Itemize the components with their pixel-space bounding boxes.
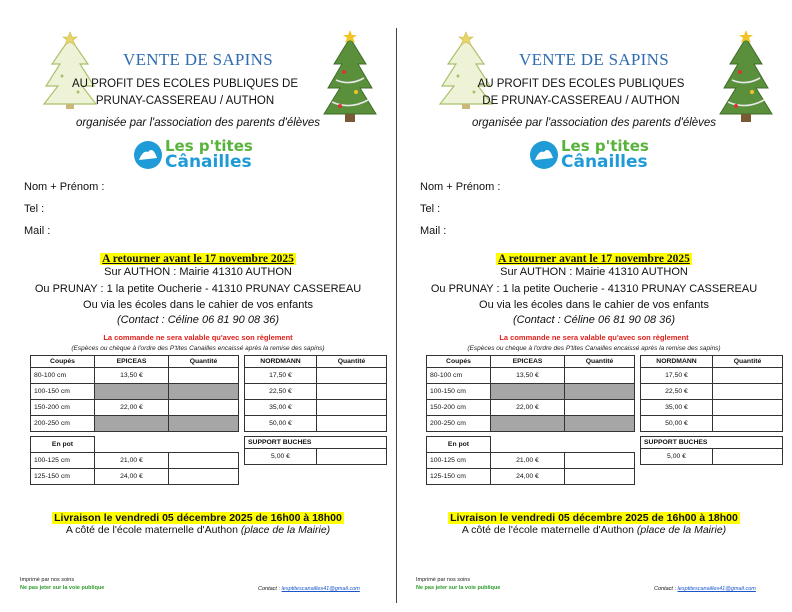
- delivery-info: Livraison le vendredi 05 décembre 2025 de 16h00 à 18h00: [450, 512, 738, 524]
- quantity-input[interactable]: [713, 416, 783, 432]
- logo-emblem-icon: [529, 138, 559, 172]
- pot-price-cell: 21,00 €: [491, 453, 565, 469]
- unavailable-cell: [95, 384, 169, 400]
- flyer-subtitle-2: PRUNAY-CASSEREAU / AUTHON: [95, 95, 275, 107]
- association-logo: [133, 138, 283, 178]
- header-cuts: Coupés: [31, 356, 95, 368]
- organizer-line: organisée par l'association des parents d'élèves: [75, 117, 321, 129]
- flyer-title: VENTE DE SAPINS: [519, 50, 669, 69]
- size-cell: 150-200 cm: [427, 400, 491, 416]
- flyer-subtitle-2: DE PRUNAY-CASSEREAU / AUTHON: [482, 95, 680, 107]
- quantity-input[interactable]: [565, 368, 635, 384]
- printed-notice: Imprimé par nos soins: [416, 577, 471, 583]
- quantity-input[interactable]: [713, 368, 783, 384]
- epicea-price-cell: 13,50 €: [95, 368, 169, 384]
- size-cell: 80-100 cm: [427, 368, 491, 384]
- nordmann-price-cell: 50,00 €: [245, 416, 317, 432]
- unavailable-cell: [565, 384, 635, 400]
- quantity-input[interactable]: [713, 384, 783, 400]
- email-link[interactable]: lesptitescanailles41@gmail.com: [677, 586, 756, 592]
- nordmann-price-cell: 17,50 €: [245, 368, 317, 384]
- header-epiceas: EPICEAS: [491, 356, 565, 368]
- printed-notice: Imprimé par nos soins: [20, 577, 75, 583]
- litter-notice: Ne pas jeter sur la voie publique: [20, 585, 105, 591]
- name-field-label: Nom + Prénom :: [420, 181, 501, 193]
- email-link[interactable]: lesptitescanailles41@gmail.com: [281, 586, 360, 592]
- litter-notice: Ne pas jeter sur la voie publique: [416, 585, 501, 591]
- unavailable-cell: [491, 416, 565, 432]
- quantity-input[interactable]: [169, 400, 239, 416]
- size-cell: 125-150 cm: [31, 469, 95, 485]
- nordmann-table: [244, 355, 387, 432]
- support-price-cell: 5,00 €: [245, 449, 317, 465]
- quantity-input[interactable]: [169, 469, 239, 485]
- logo-text-line1: Les p'tites: [165, 137, 253, 155]
- christmas-tree-icon: [716, 28, 776, 124]
- size-cell: 100-150 cm: [427, 384, 491, 400]
- name-field-label: Nom + Prénom :: [24, 181, 105, 193]
- quantity-input[interactable]: [317, 449, 387, 465]
- mail-field-label: Mail :: [24, 225, 51, 237]
- payment-warning: La commande ne sera valable qu'avec son règlement: [499, 333, 689, 342]
- support-table: [640, 436, 783, 465]
- tel-field-label: Tel :: [420, 203, 441, 215]
- header-support: SUPPORT BUCHES: [245, 437, 387, 449]
- size-cell: 100-125 cm: [427, 453, 491, 469]
- unavailable-cell: [95, 416, 169, 432]
- nordmann-price-cell: 22,50 €: [245, 384, 317, 400]
- pot-price-cell: 21,00 €: [95, 453, 169, 469]
- association-logo: [529, 138, 679, 178]
- logo-text-line1: Les p'tites: [561, 137, 649, 155]
- header-quantity: Quantité: [317, 356, 387, 368]
- address-authon: Sur AUTHON : Mairie 41310 AUTHON: [500, 266, 688, 278]
- delivery-info: Livraison le vendredi 05 décembre 2025 de 16h00 à 18h00: [54, 512, 342, 524]
- address-prunay: Ou PRUNAY : 1 la petite Oucherie - 41310 PRUNAY CASSEREAU: [34, 283, 362, 295]
- tel-field-label: Tel :: [24, 203, 45, 215]
- epicea-price-cell: 22,00 €: [95, 400, 169, 416]
- flyer-subtitle-1: AU PROFIT DES ECOLES PUBLIQUES DE: [71, 78, 298, 90]
- quantity-input[interactable]: [317, 416, 387, 432]
- support-table: [244, 436, 387, 465]
- pot-tree-table: [426, 436, 635, 485]
- nordmann-price-cell: 17,50 €: [641, 368, 713, 384]
- nordmann-price-cell: 50,00 €: [641, 416, 713, 432]
- quantity-input[interactable]: [169, 453, 239, 469]
- quantity-input[interactable]: [317, 384, 387, 400]
- nordmann-price-cell: 35,00 €: [641, 400, 713, 416]
- delivery-place: A côté de l'école maternelle d'Authon (place de la Mairie): [65, 524, 331, 536]
- order-form-right: [396, 0, 792, 612]
- christmas-tree-icon: [320, 28, 380, 124]
- header-quantity: Quantité: [169, 356, 239, 368]
- epicea-price-cell: 22,00 €: [491, 400, 565, 416]
- size-cell: 100-125 cm: [31, 453, 95, 469]
- quantity-input[interactable]: [713, 449, 783, 465]
- header-in-pot: En pot: [427, 437, 491, 453]
- cut-epicea-table: [30, 355, 239, 432]
- quantity-input[interactable]: [565, 400, 635, 416]
- quantity-input[interactable]: [317, 368, 387, 384]
- quantity-input[interactable]: [565, 453, 635, 469]
- footer-contact: Contact : lesptitescanailles41@gmail.com: [258, 586, 360, 592]
- flyer-title: VENTE DE SAPINS: [123, 50, 273, 69]
- quantity-input[interactable]: [169, 368, 239, 384]
- unavailable-cell: [169, 384, 239, 400]
- delivery-place: A côté de l'école maternelle d'Authon (place de la Mairie): [461, 524, 727, 536]
- header-quantity: Quantité: [565, 356, 635, 368]
- logo-text-line2: Cânailles: [561, 152, 648, 172]
- size-cell: 150-200 cm: [31, 400, 95, 416]
- flyer-subtitle-1: AU PROFIT DES ECOLES PUBLIQUES: [477, 78, 685, 90]
- pot-price-cell: 24,00 €: [491, 469, 565, 485]
- unavailable-cell: [169, 416, 239, 432]
- quantity-input[interactable]: [317, 400, 387, 416]
- size-cell: 200-250 cm: [31, 416, 95, 432]
- size-cell: 200-250 cm: [427, 416, 491, 432]
- address-schools: Ou via les écoles dans le cahier de vos enfants: [479, 299, 709, 311]
- address-prunay: Ou PRUNAY : 1 la petite Oucherie - 41310 PRUNAY CASSEREAU: [430, 283, 758, 295]
- header-support: SUPPORT BUCHES: [641, 437, 783, 449]
- size-cell: 125-150 cm: [427, 469, 491, 485]
- pot-tree-table: [30, 436, 239, 485]
- logo-emblem-icon: [133, 138, 163, 172]
- header-nordmann: NORDMANN: [245, 356, 317, 368]
- payment-note: (Espèces ou chèque à l'ordre des P'tites Canailles encaissé après la remise des sapins): [71, 345, 325, 352]
- size-cell: 100-150 cm: [31, 384, 95, 400]
- header-cuts: Coupés: [427, 356, 491, 368]
- unavailable-cell: [565, 416, 635, 432]
- pot-price-cell: 24,00 €: [95, 469, 169, 485]
- footer-contact: Contact : lesptitescanailles41@gmail.com: [654, 586, 756, 592]
- nordmann-price-cell: 22,50 €: [641, 384, 713, 400]
- header-in-pot: En pot: [31, 437, 95, 453]
- address-authon: Sur AUTHON : Mairie 41310 AUTHON: [104, 266, 292, 278]
- size-cell: 80-100 cm: [31, 368, 95, 384]
- quantity-input[interactable]: [565, 469, 635, 485]
- contact-info: (Contact : Céline 06 81 90 08 36): [512, 314, 676, 326]
- payment-note: (Espèces ou chèque à l'ordre des P'tites Canailles encaissé après la remise des sapins): [467, 345, 721, 352]
- contact-info: (Contact : Céline 06 81 90 08 36): [116, 314, 280, 326]
- payment-warning: La commande ne sera valable qu'avec son règlement: [103, 333, 293, 342]
- header-epiceas: EPICEAS: [95, 356, 169, 368]
- organizer-line: organisée par l'association des parents d'élèves: [471, 117, 717, 129]
- support-price-cell: 5,00 €: [641, 449, 713, 465]
- mail-field-label: Mail :: [420, 225, 447, 237]
- logo-text-line2: Cânailles: [165, 152, 252, 172]
- cut-epicea-table: [426, 355, 635, 432]
- unavailable-cell: [491, 384, 565, 400]
- epicea-price-cell: 13,50 €: [491, 368, 565, 384]
- nordmann-price-cell: 35,00 €: [245, 400, 317, 416]
- header-nordmann: NORDMANN: [641, 356, 713, 368]
- address-schools: Ou via les écoles dans le cahier de vos enfants: [83, 299, 313, 311]
- return-deadline: A retourner avant le 17 novembre 2025: [498, 253, 690, 265]
- nordmann-table: [640, 355, 783, 432]
- quantity-input[interactable]: [713, 400, 783, 416]
- header-quantity: Quantité: [713, 356, 783, 368]
- return-deadline: A retourner avant le 17 novembre 2025: [102, 253, 294, 265]
